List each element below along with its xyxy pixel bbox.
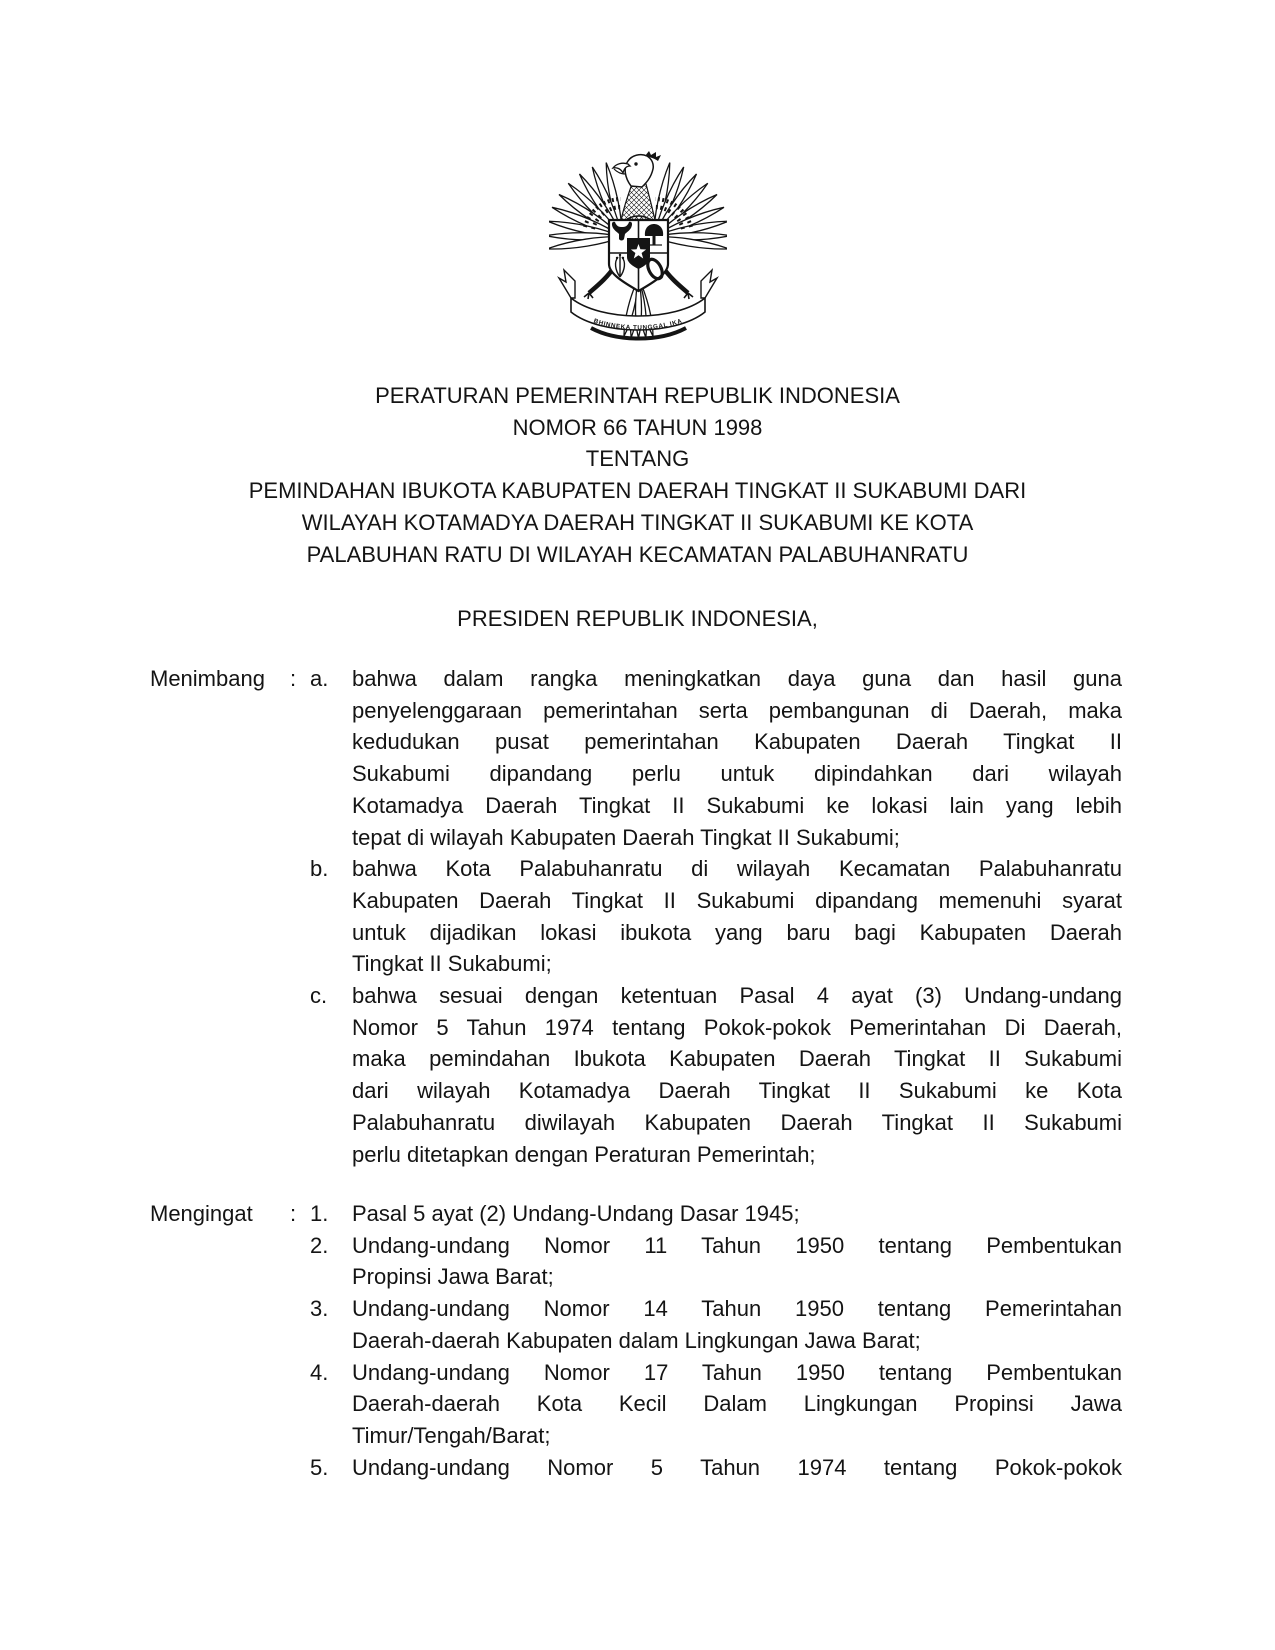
section-label: Mengingat — [150, 1201, 253, 1226]
salutation-line: PRESIDEN REPUBLIK INDONESIA, — [457, 606, 818, 631]
title-line-subject-1: PEMINDAHAN IBUKOTA KABUPATEN DAERAH TINGKAT II SUKABUMI DARI — [248, 478, 1027, 504]
title-line-regulation: PERATURAN PEMERINTAH REPUBLIK INDONESIA — [375, 383, 900, 408]
item-line: dari wilayah Kotamadya Daerah Tingkat II Sukabumi ke Kota — [352, 1078, 1122, 1104]
item-marker: 2. — [310, 1232, 329, 1258]
item-marker: 3. — [310, 1296, 329, 1322]
list-item-3 — [310, 1293, 1122, 1356]
item-marker: 4. — [310, 1359, 329, 1385]
item-line: tepat di wilayah Kabupaten Daerah Tingkat II Sukabumi; — [352, 824, 900, 850]
section-colon: : — [290, 1201, 297, 1226]
section-colon: : — [290, 666, 297, 691]
section-items — [310, 663, 1122, 1170]
title-line-number: NOMOR 66 TAHUN 1998 — [512, 414, 763, 440]
section-label: Menimbang — [150, 666, 265, 691]
item-text — [352, 1198, 1122, 1230]
pancasila-shield — [609, 220, 668, 291]
title-line-subject-3: PALABUHAN RATU DI WILAYAH KECAMATAN PALABUHANRATU — [306, 541, 969, 567]
item-line: kedudukan pusat pemerintahan Kabupaten Daerah Tingkat II — [352, 729, 1122, 755]
garuda-pancasila-emblem — [549, 150, 727, 345]
item-line: Undang-undang Nomor 17 Tahun 1950 tentang Pembentukan — [352, 1359, 1122, 1385]
item-marker: b. — [310, 856, 329, 882]
item-line: bahwa dalam rangka meningkatkan daya guna dan hasil guna — [352, 666, 1122, 691]
item-marker: c. — [310, 983, 328, 1009]
eagle-head — [613, 151, 661, 187]
item-line: Undang-undang Nomor 14 Tahun 1950 tentang Pemerintahan — [352, 1296, 1122, 1322]
item-line: Sukabumi dipandang perlu untuk dipindahkan dari wilayah — [352, 761, 1122, 787]
list-item-c — [310, 980, 1122, 1170]
item-line: Propinsi Jawa Barat; — [352, 1264, 554, 1290]
item-line: Kotamadya Daerah Tingkat II Sukabumi ke lokasi lain yang lebih — [352, 792, 1122, 818]
item-line: perlu ditetapkan dengan Peraturan Pemerintah; — [352, 1141, 816, 1167]
list-item-1 — [310, 1198, 1122, 1230]
section-menimbang — [150, 663, 1122, 1170]
item-line: bahwa sesuai dengan ketentuan Pasal 4 ayat (3) Undang-undang — [352, 983, 1122, 1009]
item-line: untuk dijadikan lokasi ibukota yang baru bagi Kabupaten Daerah — [352, 919, 1122, 945]
item-marker: 5. — [310, 1454, 329, 1480]
item-text — [352, 853, 1122, 980]
item-line: Undang-undang Nomor 11 Tahun 1950 tentang Pembentukan — [352, 1232, 1122, 1258]
garuda-eagle-icon — [549, 150, 727, 345]
list-item-a — [310, 663, 1122, 853]
list-item-5 — [310, 1452, 1122, 1484]
item-marker: a. — [310, 666, 329, 691]
list-item-b — [310, 853, 1122, 980]
item-text — [352, 1293, 1122, 1356]
list-item-2 — [310, 1230, 1122, 1293]
motto-text: BHINNEKA TUNGGAL IKA — [592, 317, 684, 332]
section-mengingat — [150, 1198, 1122, 1483]
item-text — [352, 1230, 1122, 1293]
item-line: penyelenggaraan pemerintahan serta pembangunan di Daerah, maka — [352, 697, 1122, 723]
title-line-tentang: TENTANG — [585, 446, 690, 472]
item-text — [352, 663, 1122, 853]
item-text — [352, 1357, 1122, 1452]
title-line-subject-2: WILAYAH KOTAMADYA DAERAH TINGKAT II SUKABUMI KE KOTA — [301, 509, 974, 535]
item-line: bahwa Kota Palabuhanratu di wilayah Kecamatan Palabuhanratu — [352, 856, 1122, 882]
item-line: Timur/Tengah/Barat; — [352, 1422, 551, 1448]
item-line: Daerah-daerah Kabupaten dalam Lingkungan Jawa Barat; — [352, 1327, 921, 1353]
item-line: Pasal 5 ayat (2) Undang-Undang Dasar 1945; — [352, 1201, 800, 1226]
item-line: Undang-undang Nomor 5 Tahun 1974 tentang Pokok-pokok — [352, 1454, 1122, 1480]
item-line: Kabupaten Daerah Tingkat II Sukabumi dipandang memenuhi syarat — [352, 887, 1122, 913]
item-line: Daerah-daerah Kota Kecil Dalam Lingkungan Propinsi Jawa — [352, 1391, 1122, 1417]
item-line: maka pemindahan Ibukota Kabupaten Daerah Tingkat II Sukabumi — [352, 1046, 1122, 1072]
item-text — [352, 1452, 1122, 1484]
list-item-4 — [310, 1357, 1122, 1452]
item-line: Nomor 5 Tahun 1974 tentang Pokok-pokok Pemerintahan Di Daerah, — [352, 1014, 1122, 1040]
section-items — [310, 1198, 1122, 1483]
item-line: Palabuhanratu diwilayah Kabupaten Daerah Tingkat II Sukabumi — [352, 1109, 1122, 1135]
title-block — [0, 380, 1275, 570]
item-marker: 1. — [310, 1201, 329, 1226]
item-line: Tingkat II Sukabumi; — [352, 951, 552, 977]
item-text — [352, 980, 1122, 1170]
